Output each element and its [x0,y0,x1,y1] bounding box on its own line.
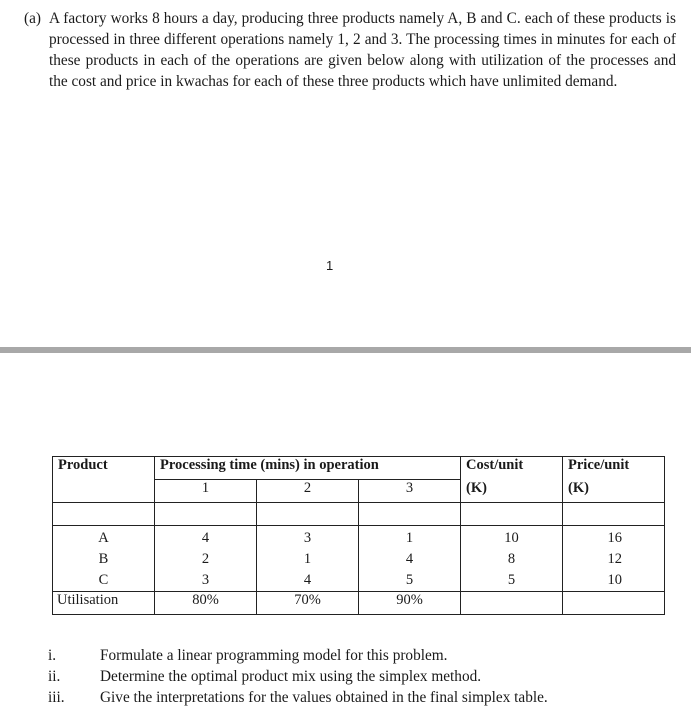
op1-c: 3 [201,572,210,588]
utilisation-row [53,592,665,615]
question-label: (a) [24,10,41,27]
header-op-3: 3 [359,480,461,503]
sub-question-numeral: i. [48,647,57,664]
op2-b: 1 [303,551,312,567]
op1-column [155,526,257,592]
header-price: Price/unit [563,457,665,480]
product-column [53,526,155,592]
page-separator [0,347,691,353]
cost-column [461,526,563,592]
sub-question-numeral: ii. [48,668,61,685]
product-a: A [98,530,109,546]
table-subheader-row [53,480,665,503]
product-b: B [98,551,109,567]
cost-a: 10 [504,530,519,546]
header-product: Product [53,457,155,480]
header-cost-unit: (K) [461,480,563,503]
header-processing-time: Processing time (mins) in operation [155,457,461,480]
page-number: 1 [326,258,334,273]
table-data-row [53,526,665,592]
op3-c: 5 [405,572,414,588]
question-paragraph [24,8,676,92]
op3-a: 1 [405,530,414,546]
op2-c: 4 [303,572,312,588]
utilisation-label: Utilisation [53,592,155,615]
op2-a: 3 [303,530,312,546]
sub-question-text: Determine the optimal product mix using the simplex method. [100,668,482,685]
price-c: 10 [607,572,622,588]
price-a: 16 [607,530,622,546]
utilisation-op2: 70% [257,592,359,615]
header-op-1: 1 [155,480,257,503]
table-header-row [53,457,665,480]
sub-question-text: Give the interpretations for the values obtained in the final simplex table. [100,689,548,706]
price-column [563,526,665,592]
op3-b: 4 [405,551,414,567]
sub-question-numeral: iii. [48,689,65,706]
cost-b: 8 [507,551,516,567]
op1-b: 2 [201,551,210,567]
op1-a: 4 [201,530,210,546]
op3-column [359,526,461,592]
processing-table [52,456,665,615]
product-c: C [98,572,109,588]
utilisation-op1: 80% [155,592,257,615]
header-op-2: 2 [257,480,359,503]
header-cost: Cost/unit [461,457,563,480]
question-text: A factory works 8 hours a day, producing three products namely A, B and C. each of these products is processed in three different operations namely 1, 2 and 3. The processing times in minutes for each of these products in each of the operations are given below along with utilization of the processes and the cost and price in kwachas for each of these three products which have unlimited demand. [49,10,676,90]
price-b: 12 [607,551,622,567]
header-price-unit: (K) [563,480,665,503]
sub-question-text: Formulate a linear programming model for this problem. [100,647,448,664]
cost-c: 5 [507,572,516,588]
op2-column [257,526,359,592]
utilisation-op3: 90% [359,592,461,615]
